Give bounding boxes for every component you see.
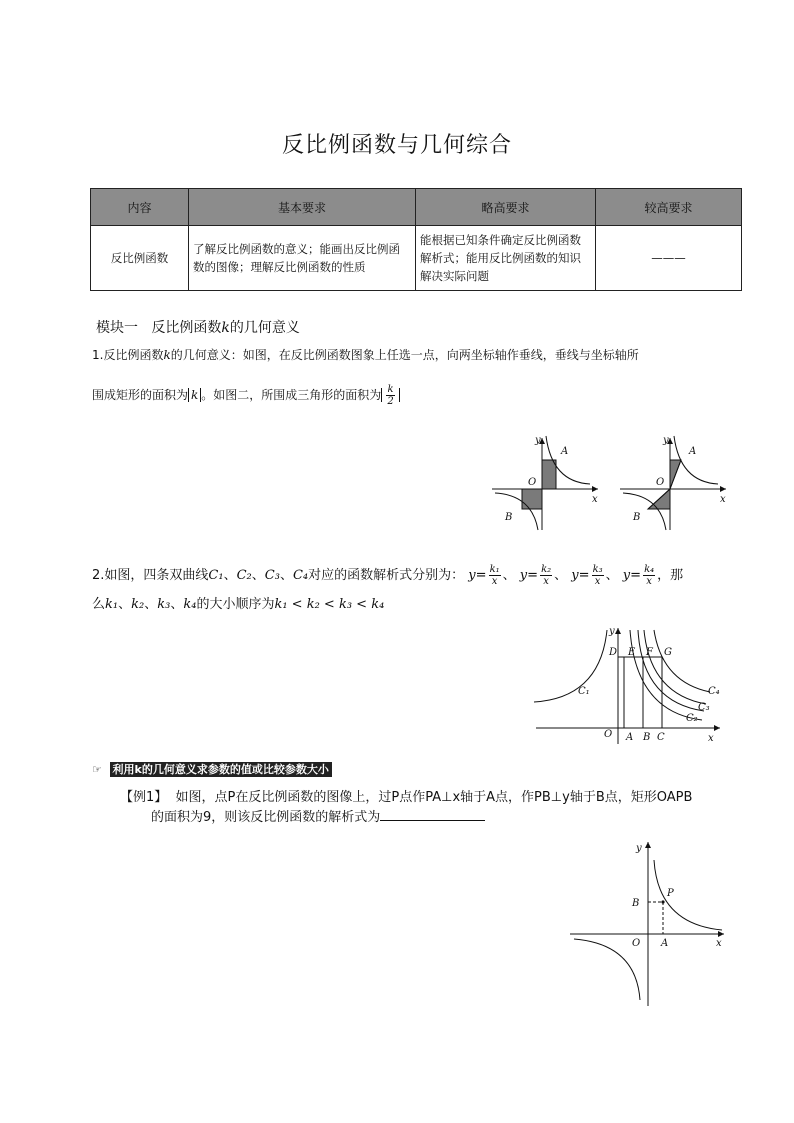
fig3-B-label: B [643, 732, 651, 743]
var-y: y [519, 568, 528, 583]
curve-label: C₃ [264, 568, 280, 583]
fig4-A-label: A [661, 938, 669, 949]
page-title: 反比例函数与几何综合 [281, 133, 512, 158]
table-cell-topic: 反比例函数 [91, 226, 189, 291]
sep: 、 [605, 568, 619, 583]
example-header-text: 利用k的几何意义求参数的值或比较参数大小 [110, 762, 332, 777]
fig1-O-label: O [528, 477, 537, 488]
example-1-line-1 [120, 789, 692, 807]
paragraph-1-line-1 [92, 346, 742, 364]
fig4-O-label: O [632, 938, 641, 949]
table-cell-highest: ——— [596, 226, 742, 291]
paragraph-1-line-2 [92, 384, 400, 407]
fraction [489, 564, 501, 587]
sep: 、 [144, 597, 158, 612]
fig3-A-label: A [626, 732, 634, 743]
fig4-B-label: B [632, 898, 640, 909]
text: 2.如图，四条双曲线 [92, 568, 209, 583]
table-header-row [91, 189, 742, 226]
var-y: y [468, 568, 476, 583]
fig4-x-label: x [716, 938, 722, 949]
sep: 、 [118, 597, 132, 612]
k-label: k₄ [183, 597, 197, 612]
example-text: 的面积为9，则该反比例函数的解析式为 [151, 810, 381, 825]
abs-k: k [188, 388, 201, 402]
fig3-O-label: O [604, 729, 613, 740]
text: ，那 [657, 568, 684, 583]
fig4-y-label: y [636, 843, 642, 854]
table-header-cell: 较高要求 [596, 189, 742, 226]
k-label: k₂ [131, 597, 145, 612]
text: 。如图二，所围成三角形的面积为 [201, 388, 382, 402]
text: 围成矩形的面积为 [92, 388, 189, 402]
table-cell-higher: 能根据已知条件确定反比例函数解析式；能用反比例函数的知识解决实际问题 [416, 226, 596, 291]
text: 的几何意义：如图，在反比例函数图象上任选一点，向两坐标轴作垂线，垂线与坐标轴所 [170, 348, 639, 362]
frac-den: x [491, 576, 498, 587]
curve-label: C₄ [292, 568, 309, 583]
fig1-y-label: y [535, 435, 541, 446]
section-title-k: k [221, 320, 230, 336]
table-row [91, 226, 742, 291]
k-label: k₁ [105, 597, 119, 612]
text: 么 [92, 597, 106, 612]
curve-label: C₂ [236, 568, 252, 583]
var-y: y [571, 568, 579, 583]
fig3-C2-label: C₂ [686, 713, 698, 724]
fig4-P-label: P [667, 888, 674, 899]
fig3-C3-label: C₃ [698, 702, 710, 713]
fraction [592, 564, 604, 587]
text: 1.反比例函数 [92, 348, 164, 362]
text: 的大小顺序为 [196, 597, 275, 612]
figure-triangle-area [618, 432, 733, 532]
k-symbol: k [163, 348, 171, 362]
frac-den: x [594, 576, 601, 587]
table-header-cell: 略高要求 [416, 189, 596, 226]
fig3-D-label: D [609, 647, 618, 658]
order-answer: k₁ < k₂ < k₃ < k₄ [274, 597, 385, 612]
fig2-A-label: A [689, 446, 697, 457]
fig1-B-label: B [505, 512, 513, 523]
frac-num: k₂ [541, 564, 552, 575]
answer-blank[interactable] [380, 808, 485, 821]
sep: 、 [170, 597, 184, 612]
fig3-G-label: G [664, 647, 672, 658]
k-label: k₃ [157, 597, 171, 612]
hand-pointer-icon: ☞ [92, 763, 102, 776]
table-header-cell: 内容 [91, 189, 189, 226]
paragraph-2-line-2 [92, 596, 384, 614]
fraction [540, 564, 552, 587]
requirements-table [90, 188, 742, 291]
fig3-x-label: x [708, 733, 714, 744]
fig1-A-label: A [561, 446, 569, 457]
section-label: 模块一 [96, 320, 138, 336]
curve-label: C₁ [208, 568, 224, 583]
fig2-O-label: O [656, 477, 665, 488]
section-heading [96, 317, 300, 337]
frac-num: k₄ [644, 564, 655, 575]
fig2-B-label: B [633, 512, 641, 523]
frac-den: 2 [387, 396, 394, 407]
example-tag: 【例1】 [120, 790, 168, 805]
frac-num: k₃ [592, 564, 603, 575]
figure-four-hyperbolas [530, 624, 730, 746]
frac-num: k [387, 384, 394, 395]
example-text: 如图，点P在反比例函数的图像上，过P点作PA⊥x轴于A点，作PB⊥y轴于B点，矩形OAPB [175, 790, 693, 805]
figure-example-1 [566, 838, 731, 1008]
fig3-F-label: F [646, 647, 653, 658]
figure-rectangle-area [490, 432, 605, 532]
frac-den: x [543, 576, 549, 587]
sep: 、 [554, 568, 568, 583]
fig3-C4-label: C₄ [708, 686, 720, 697]
frac-den: x [646, 576, 652, 587]
text: 对应的函数解析式分别为： [308, 568, 465, 583]
var-y: y [622, 568, 631, 583]
example-1-line-2 [151, 808, 485, 827]
table-cell-basic: 了解反比例函数的意义；能画出反比例函数的图像；理解反比例函数的性质 [189, 226, 416, 291]
sep: 、 [279, 568, 293, 583]
fig2-y-label: y [663, 435, 669, 446]
section-title-pre: 反比例函数 [151, 320, 222, 336]
sep: 、 [223, 568, 237, 583]
table-header-cell: 基本要求 [189, 189, 416, 226]
sep: 、 [251, 568, 265, 583]
example-section-header [92, 761, 332, 777]
frac-num: k₁ [489, 564, 500, 575]
fraction [643, 564, 655, 587]
sep: 、 [502, 568, 516, 583]
fig2-x-label: x [720, 494, 726, 505]
fig1-x-label: x [592, 494, 598, 505]
section-title-post: 的几何意义 [229, 320, 300, 336]
fraction-k-over-2 [386, 384, 394, 407]
fig3-y-label: y [609, 626, 615, 637]
fig3-C-label: C [657, 732, 665, 743]
fig3-C1-label: C₁ [578, 686, 590, 697]
paragraph-2-line-1: 2.如图，四条双曲线C₁、C₂、C₃、C₄对应的函数解析式分别为： y= $\frac{\text{k₁}}{x}$ 、 y= $\frac{\text{k₂}}{x}$ 、 y= $\frac{\text{k₃}}{x}$ 、 y= $\frac{\text{k₄}}{x}$ ，那 [92, 564, 684, 587]
fig3-E-label: E [628, 647, 636, 658]
